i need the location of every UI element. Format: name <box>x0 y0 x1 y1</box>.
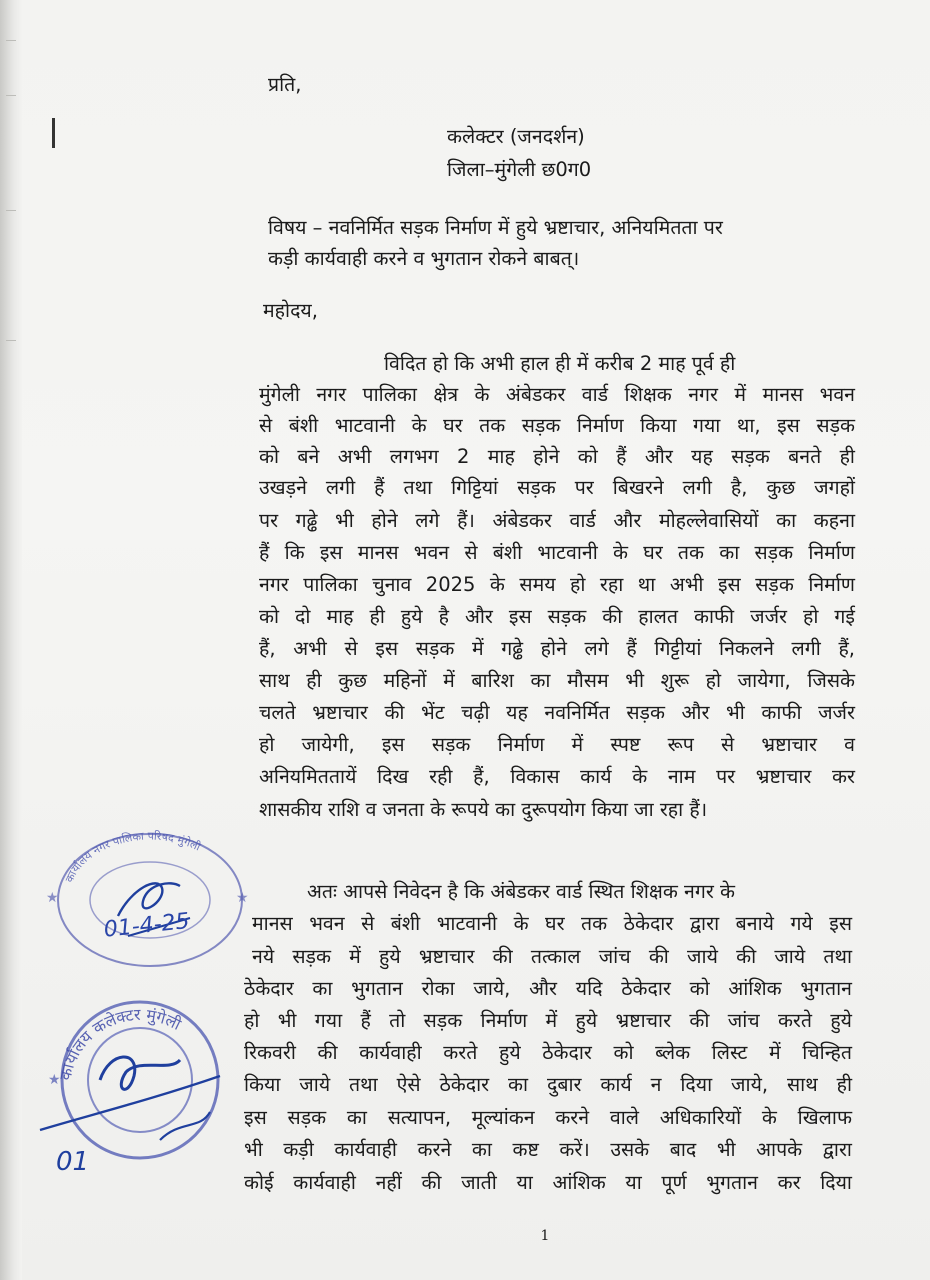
paragraph-line: हो भी गया हैं तो सड़क निर्माण में हुये भ्रष्टाचार की जांच करते हुये <box>244 1009 852 1032</box>
paragraph-line: नये सड़क में हुये भ्रष्टाचार की तत्काल जांच की जाये की जाये तथा <box>252 945 852 968</box>
paragraph-line: भी कड़ी कार्यवाही करने का कष्ट करें। उसके बाद भी आपके द्वारा <box>244 1138 852 1161</box>
paper-edge-line <box>6 40 16 41</box>
subject-line-1: विषय – नवनिर्मित सड़क निर्माण में हुये भ्रष्टाचार, अनियमितता पर <box>268 216 723 239</box>
paragraph-line: हैं कि इस मानस भवन से बंशी भाटवानी के घर तक का सड़क निर्माण <box>259 541 855 564</box>
star-icon: ★ <box>236 890 249 906</box>
margin-pen-mark <box>52 118 55 148</box>
paragraph-line: चलते भ्रष्टाचार की भेंट चढ़ी यह नवनिर्मित सड़क और भी काफी जर्जर <box>259 701 855 724</box>
salutation-to: प्रति, <box>268 73 302 96</box>
paragraph-line: पर गढ्ढे भी होने लगे हैं। अंबेडकर वार्ड और मोहल्लेवासियों का कहना <box>259 509 855 532</box>
lower-stamp-text: कार्यालय कलेक्टर मुंगेली <box>55 1004 185 1083</box>
paragraph-line: मुंगेली नगर पालिका क्षेत्र के अंबेडकर वार्ड शिक्षक नगर में मानस भवन <box>259 383 855 406</box>
collector-signature <box>100 1057 180 1089</box>
paragraph-line: उखड़ने लगी हैं तथा गिट्टियां सड़क पर बिखरने लगी है, कुछ जगहों <box>259 476 855 499</box>
svg-text:कार्यालय कलेक्टर मुंगेली <box>56 1005 185 1082</box>
upper-stamp-date: 01-4-25 <box>102 908 191 943</box>
paragraph-line: नगर पालिका चुनाव 2025 के समय हो रहा था अभी इस सड़क निर्माण <box>259 573 855 596</box>
paragraph-line: से बंशी भाटवानी के घर तक सड़क निर्माण किया गया था, इस सड़क <box>259 414 855 437</box>
paragraph-line: अनियमिततायें दिख रही हैं, विकास कार्य के नाम पर भ्रष्टाचार कर <box>259 765 855 788</box>
paper-edge-line <box>6 95 16 96</box>
paragraph-line: ठेकेदार का भुगतान रोका जाये, और यदि ठेकेदार को आंशिक भुगतान <box>244 977 852 1000</box>
upper-stamp-text: कार्यालय नगर पालिका परिषद मुंगेली <box>62 829 203 885</box>
paragraph-line: साथ ही कुछ महिनों में बारिश का मौसम भी शुरू हो जायेगा, जिसके <box>259 669 855 692</box>
paragraph-line: रिकवरी की कार्यवाही करते हुये ठेकेदार को ब्लेक लिस्ट में चिन्हित <box>244 1041 852 1064</box>
recipient-district: जिला–मुंगेली छ0ग0 <box>447 158 592 181</box>
paragraph-line: मानस भवन से बंशी भाटवानी के घर तक ठेकेदार द्वारा बनाये गये इस <box>252 912 852 935</box>
paragraph-line: कोई कार्यवाही नहीं की जाती या आंशिक या पूर्ण भुगतान कर दिया <box>244 1171 852 1194</box>
paragraph-line: हैं, अभी से इस सड़क में गढ्ढे होने लगे हैं गिट्टीयां निकलने लगी हैं, <box>259 637 855 660</box>
star-icon: ★ <box>46 890 59 906</box>
page-number: 1 <box>540 1228 550 1244</box>
collector-office-stamp <box>30 980 250 1180</box>
paragraph-line: को बने अभी लगभग 2 माह होने को हैं और यह सड़क बनते ही <box>259 445 855 468</box>
paper-edge-line <box>6 340 16 341</box>
star-icon: ★ <box>48 1072 61 1088</box>
recipient-title: कलेक्टर (जनदर्शन) <box>447 125 585 148</box>
paper-stack-edge <box>0 0 22 1280</box>
svg-text:कार्यालय नगर पालिका परिषद मुंग <box>63 830 203 885</box>
municipal-council-stamp <box>40 818 260 978</box>
paper-edge-line <box>6 210 16 211</box>
lower-stamp-date: 01 <box>56 1147 90 1177</box>
paragraph-line: अतः आपसे निवेदन है कि अंबेडकर वार्ड स्थित शिक्षक नगर के <box>307 880 735 903</box>
paragraph-line: किया जाये तथा ऐसे ठेकेदार का दुबार कार्य न दिया जाये, साथ ही <box>244 1073 852 1096</box>
subject-line-2: कड़ी कार्यवाही करने व भुगतान रोकने बाबत्। <box>268 247 580 270</box>
paragraph-line: विदित हो कि अभी हाल ही में करीब 2 माह पूर्व ही <box>384 352 736 375</box>
greeting: महोदय, <box>263 299 318 322</box>
paragraph-line: को दो माह ही हुये है और इस सड़क की हालत काफी जर्जर हो गई <box>259 605 855 628</box>
paragraph-line: हो जायेगी, इस सड़क निर्माण में स्पष्ट रूप से भ्रष्टाचार व <box>259 733 855 756</box>
paragraph-line: शासकीय राशि व जनता के रूपये का दुरूपयोग किया जा रहा हैं। <box>259 798 708 821</box>
paragraph-line: इस सड़क का सत्यापन, मूल्यांकन करने वाले अधिकारियों के खिलाफ <box>244 1106 852 1129</box>
